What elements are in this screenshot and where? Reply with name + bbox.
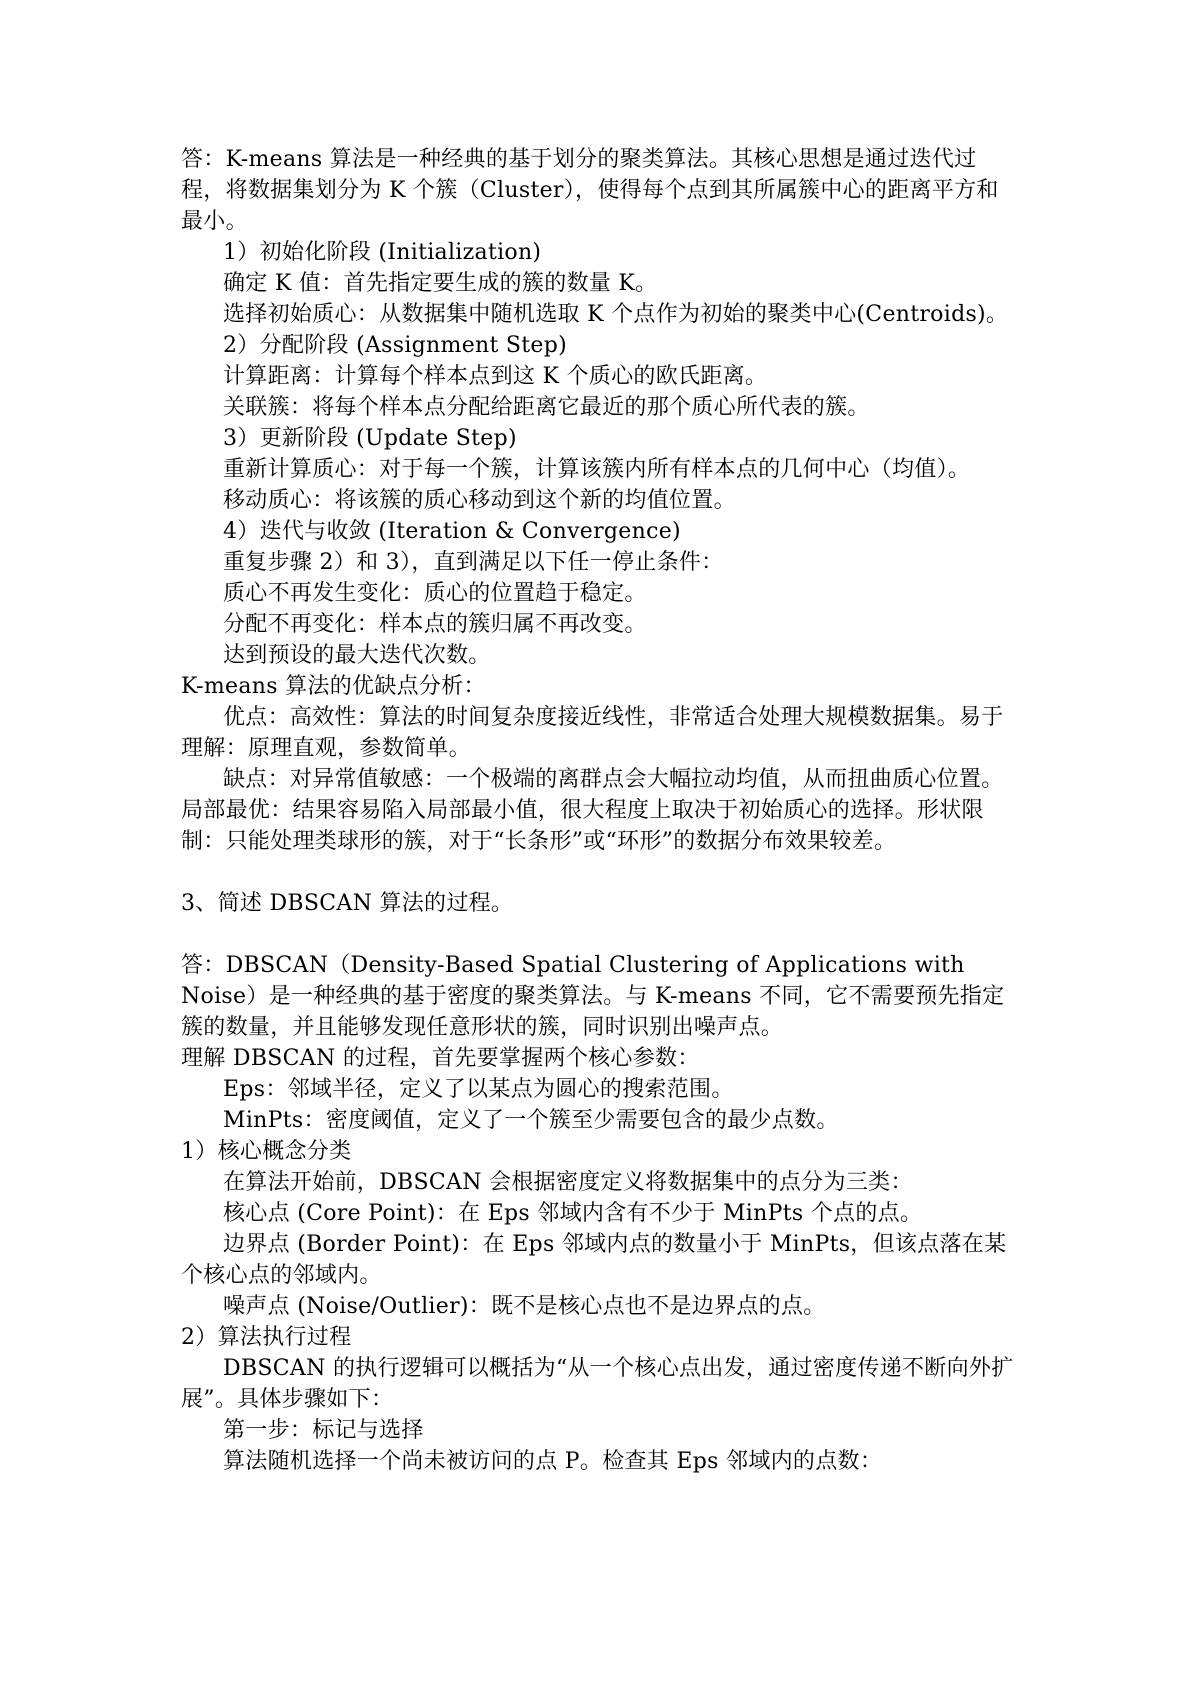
kmeans-step2-line-b: 关联簇：将每个样本点分配给距离它最近的那个质心所代表的簇。 [223, 395, 870, 420]
kmeans-step4-line-a: 重复步骤 2）和 3），直到满足以下任一停止条件： [223, 550, 724, 575]
dbscan-step-one-text: 算法随机选择一个尚未被访问的点 P。检查其 Eps 邻域内的点数： [223, 1449, 883, 1474]
kmeans-step2-line-a: 计算距离：计算每个样本点到这 K 个质心的欧氏距离。 [223, 364, 768, 389]
kmeans-step4-line-b: 质心不再发生变化：质心的位置趋于稳定。 [223, 581, 647, 606]
kmeans-step1-line-a: 确定 K 值：首先指定要生成的簇的数量 K。 [223, 271, 658, 296]
blank-line [181, 857, 1016, 888]
kmeans-step3-title: 3）更新阶段 (Update Step) [223, 426, 517, 451]
document-body [181, 144, 1016, 1477]
dbscan-part2-intro: DBSCAN 的执行逻辑可以概括为“从一个核心点出发，通过密度传递不断向外扩展”。具体步骤如下： [181, 1356, 1014, 1412]
dbscan-part1-intro: 在算法开始前，DBSCAN 会根据密度定义将数据集中的点分为三类： [223, 1170, 913, 1195]
dbscan-step-one-title: 第一步：标记与选择 [223, 1418, 424, 1443]
blank-line [181, 919, 1016, 950]
kmeans-step3-line-a: 重新计算质心：对于每一个簇，计算该簇内所有样本点的几何中心（均值）。 [223, 457, 971, 482]
dbscan-answer-paragraph: 答：DBSCAN（Density-Based Spatial Clustering of Applications with Noise）是一种经典的基于密度的聚类算法。与 K-means 不同，它不需要预先指定簇的数量，并且能够发现任意形状的簇，同时识别出噪声点。 [181, 953, 1005, 1040]
dbscan-part1-title: 1）核心概念分类 [181, 1139, 352, 1164]
kmeans-step4-title: 4）迭代与收敛 (Iteration & Convergence) [223, 519, 681, 544]
kmeans-step4-line-d: 达到预设的最大迭代次数。 [223, 643, 491, 668]
kmeans-cons-paragraph: 缺点：对异常值敏感：一个极端的离群点会大幅拉动均值，从而扭曲质心位置。局部最优：结果容易陷入局部最小值，很大程度上取决于初始质心的选择。形状限制：只能处理类球形的簇，对于“长条形”或“环形”的数据分布效果较差。 [181, 767, 1004, 854]
kmeans-step1-title: 1）初始化阶段 (Initialization) [223, 240, 542, 265]
kmeans-proscons-title: K-means 算法的优缺点分析： [181, 674, 486, 699]
kmeans-pros-paragraph: 优点：高效性：算法的时间复杂度接近线性，非常适合处理大规模数据集。易于理解：原理直观，参数简单。 [181, 705, 1004, 761]
dbscan-noise-point: 噪声点 (Noise/Outlier)：既不是核心点也不是边界点的点。 [223, 1294, 826, 1319]
dbscan-param-eps: Eps：邻域半径，定义了以某点为圆心的搜索范围。 [223, 1077, 734, 1102]
kmeans-step1-line-b: 选择初始质心：从数据集中随机选取 K 个点作为初始的聚类中心(Centroids)。 [223, 302, 1009, 327]
dbscan-core-point: 核心点 (Core Point)：在 Eps 邻域内含有不少于 MinPts 个点的点。 [223, 1201, 923, 1226]
dbscan-params-intro: 理解 DBSCAN 的过程，首先要掌握两个核心参数： [181, 1046, 700, 1071]
dbscan-part2-title: 2）算法执行过程 [181, 1325, 352, 1350]
kmeans-step2-title: 2）分配阶段 (Assignment Step) [223, 333, 568, 358]
dbscan-border-point: 边界点 (Border Point)：在 Eps 邻域内点的数量小于 MinPts，但该点落在某个核心点的邻域内。 [181, 1232, 1007, 1288]
dbscan-param-minpts: MinPts：密度阈值，定义了一个簇至少需要包含的最少点数。 [223, 1108, 839, 1133]
kmeans-step4-line-c: 分配不再变化：样本点的簇归属不再改变。 [223, 612, 647, 637]
kmeans-answer-paragraph: 答：K-means 算法是一种经典的基于划分的聚类算法。其核心思想是通过迭代过程，将数据集划分为 K 个簇（Cluster），使得每个点到其所属簇中心的距离平方和最小。 [181, 147, 999, 234]
question-3-heading: 3、简述 DBSCAN 算法的过程。 [181, 891, 514, 916]
kmeans-step3-line-b: 移动质心：将该簇的质心移动到这个新的均值位置。 [223, 488, 736, 513]
